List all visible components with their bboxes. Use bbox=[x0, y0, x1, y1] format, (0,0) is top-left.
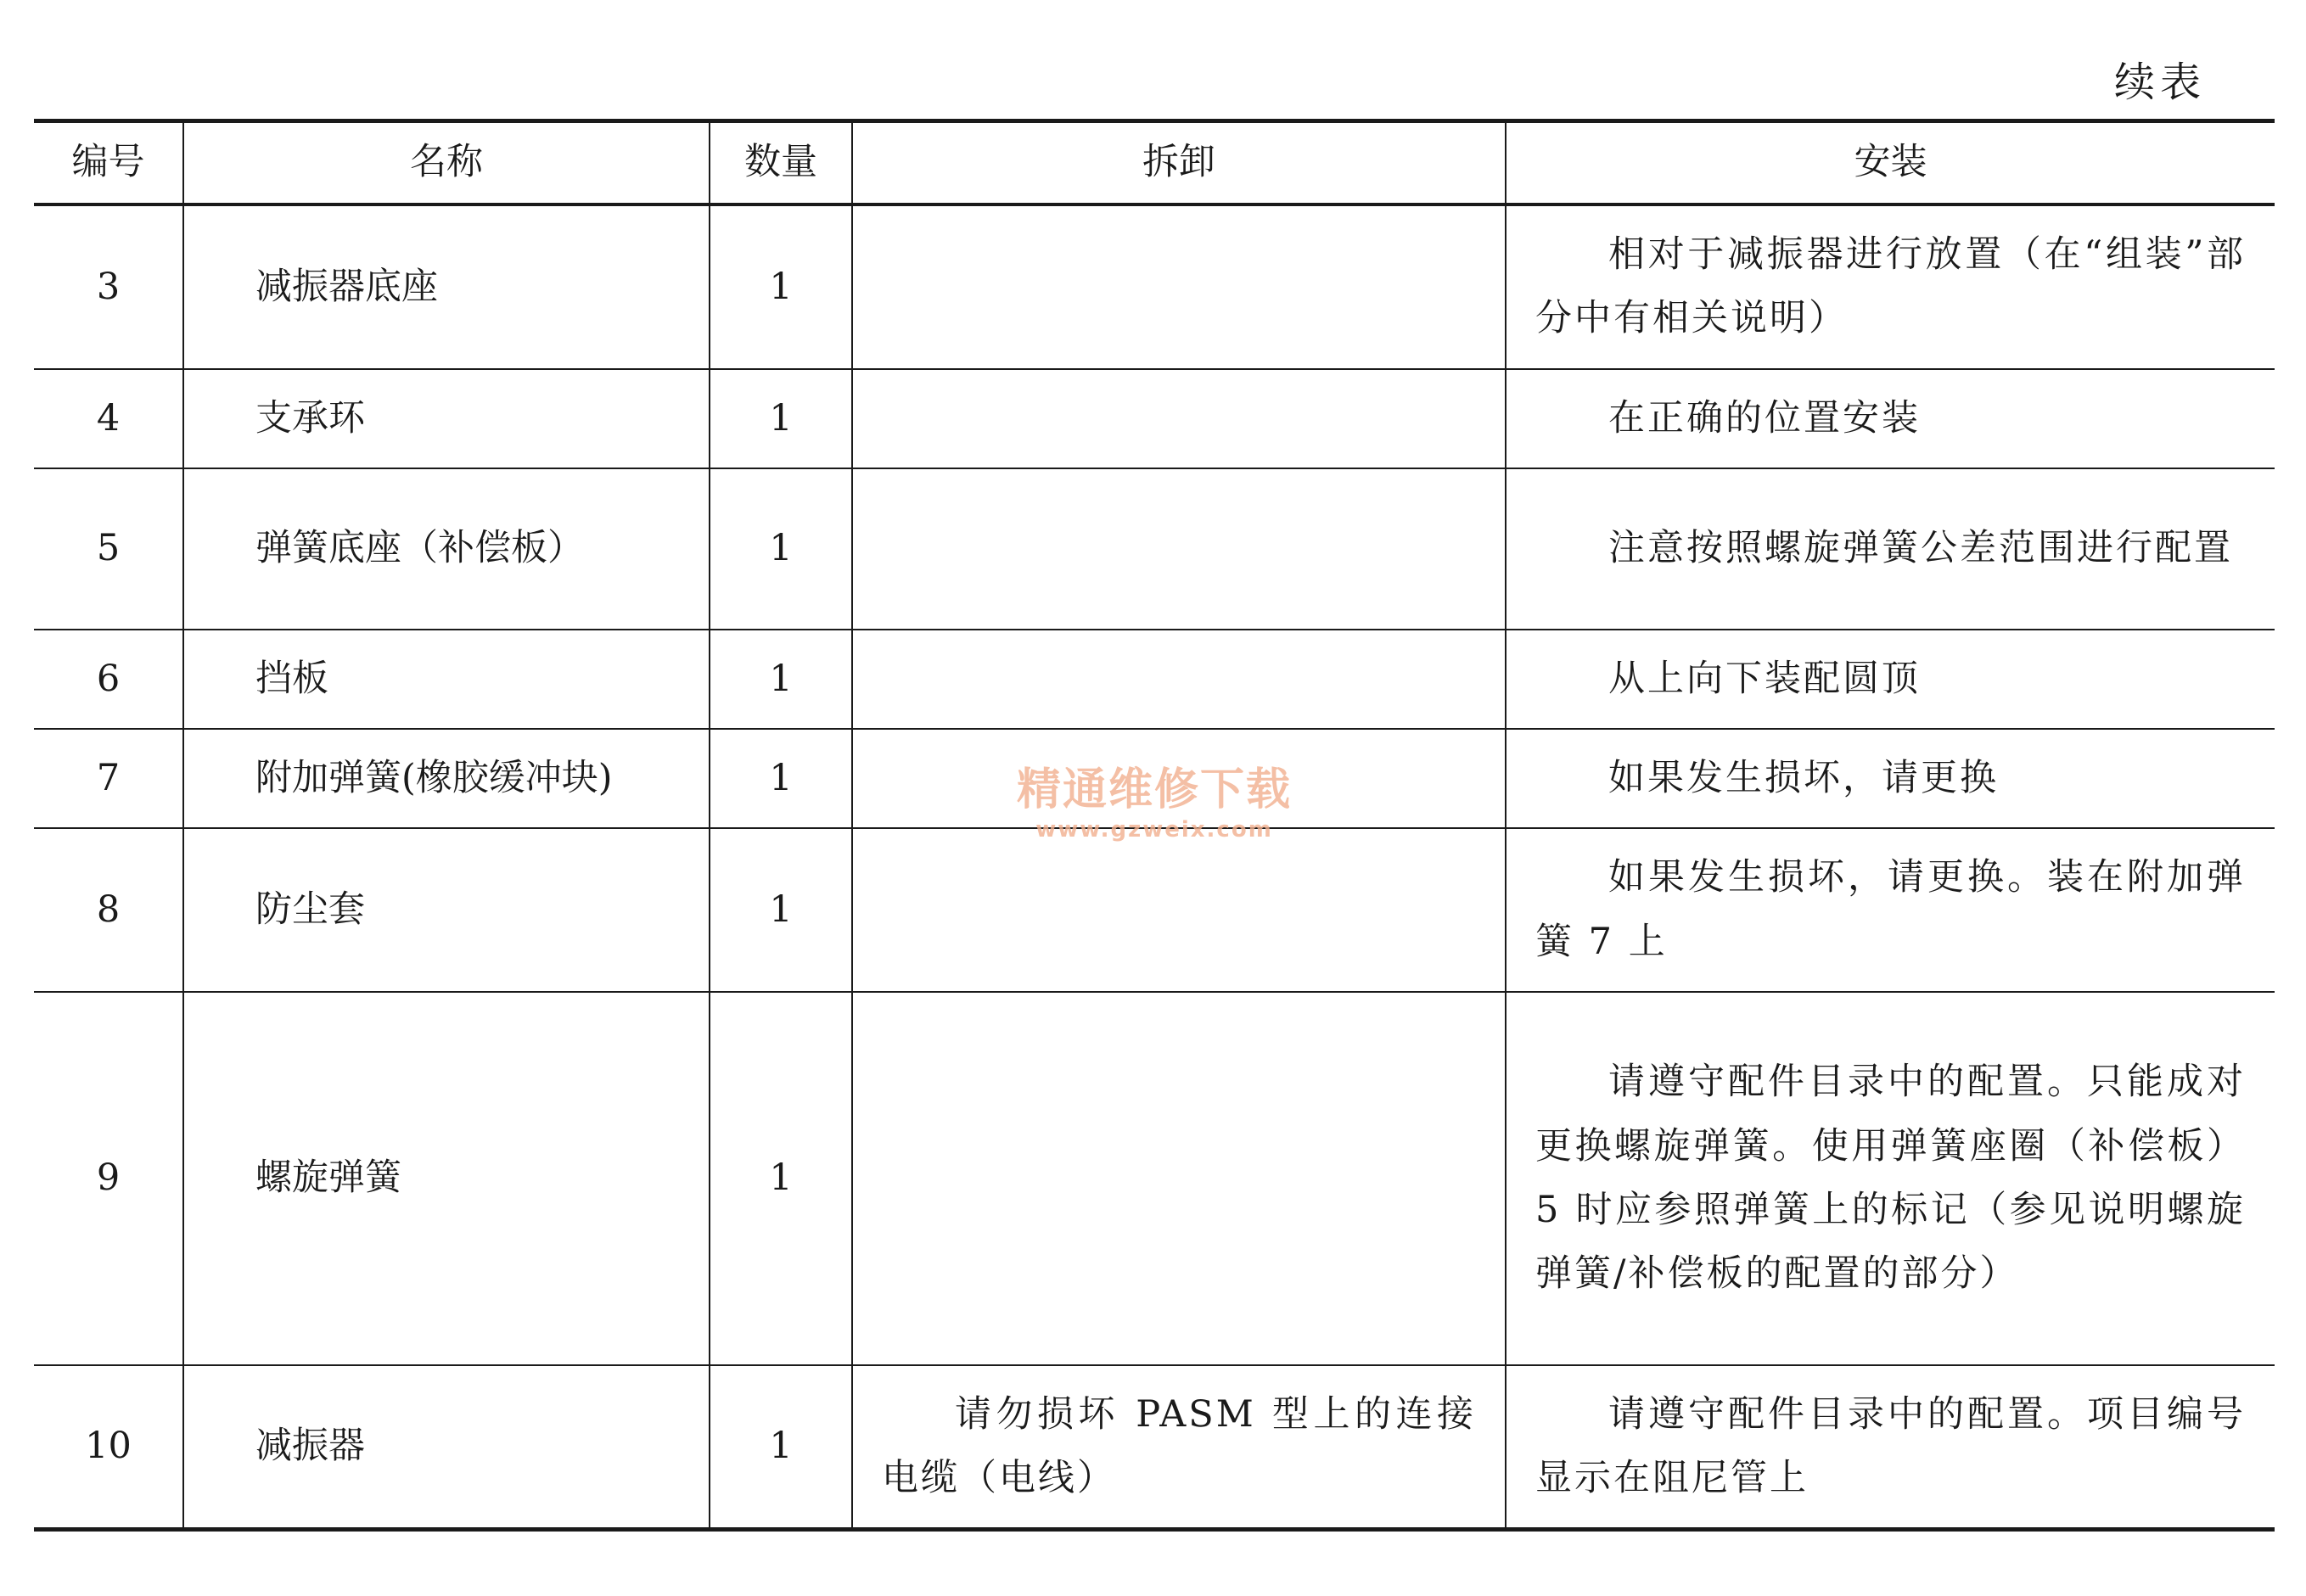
header-number: 编号 bbox=[34, 121, 183, 205]
row-installation bbox=[1506, 992, 2275, 1365]
row-removal bbox=[852, 828, 1506, 992]
table-row bbox=[34, 369, 2275, 468]
row-quantity: 1 bbox=[710, 369, 852, 468]
row-quantity: 1 bbox=[710, 992, 852, 1365]
installation-text: 请遵守配件目录中的配置。只能成对更换螺旋弹簧。使用弹簧座圈（补偿板）5 时应参照弹簧上的标记（参见说明螺旋弹簧/补偿板的配置的部分） bbox=[1535, 1061, 2246, 1295]
header-removal: 拆卸 bbox=[852, 121, 1506, 205]
table-row bbox=[34, 992, 2275, 1365]
row-number: 7 bbox=[34, 729, 183, 828]
installation-text: 请遵守配件目录中的配置。项目编号显示在阻尼管上 bbox=[1535, 1392, 2246, 1499]
row-removal bbox=[852, 369, 1506, 468]
row-name: 减振器 bbox=[183, 1365, 710, 1530]
table-row bbox=[34, 468, 2275, 630]
row-quantity: 1 bbox=[710, 468, 852, 630]
row-name: 防尘套 bbox=[183, 828, 710, 992]
row-name: 挡板 bbox=[183, 630, 710, 729]
table-row bbox=[34, 1365, 2275, 1530]
row-number: 4 bbox=[34, 369, 183, 468]
installation-text: 注意按照螺旋弹簧公差范围进行配置 bbox=[1608, 527, 2233, 570]
row-installation bbox=[1506, 630, 2275, 729]
row-quantity: 1 bbox=[710, 828, 852, 992]
row-quantity: 1 bbox=[710, 1365, 852, 1530]
continued-table-label: 续表 bbox=[2113, 59, 2206, 106]
table-row bbox=[34, 204, 2275, 369]
header-installation: 安装 bbox=[1506, 121, 2275, 205]
row-name: 弹簧底座（补偿板） bbox=[183, 468, 710, 630]
installation-text: 如果发生损坏，请更换。装在附加弹簧 7 上 bbox=[1535, 856, 2246, 963]
row-installation bbox=[1506, 729, 2275, 828]
row-name: 螺旋弹簧 bbox=[183, 992, 710, 1365]
header-quantity: 数量 bbox=[710, 121, 852, 205]
row-quantity: 1 bbox=[710, 204, 852, 369]
row-installation bbox=[1506, 468, 2275, 630]
watermark-url: www.gzweix.com bbox=[1035, 817, 1273, 843]
row-installation bbox=[1506, 369, 2275, 468]
row-number: 9 bbox=[34, 992, 183, 1365]
table-row bbox=[34, 729, 2275, 828]
row-removal bbox=[852, 729, 1506, 828]
row-number: 6 bbox=[34, 630, 183, 729]
row-removal bbox=[852, 468, 1506, 630]
row-number: 10 bbox=[34, 1365, 183, 1530]
parts-table bbox=[34, 119, 2275, 1532]
row-removal bbox=[852, 630, 1506, 729]
row-name: 附加弹簧(橡胶缓冲块) bbox=[183, 729, 710, 828]
row-number: 5 bbox=[34, 468, 183, 630]
table-row bbox=[34, 828, 2275, 992]
row-removal bbox=[852, 204, 1506, 369]
header-name: 名称 bbox=[183, 121, 710, 205]
removal-text: 请勿损坏 PASM 型上的连接电缆（电线） bbox=[882, 1392, 1476, 1499]
row-installation bbox=[1506, 204, 2275, 369]
row-name: 减振器底座 bbox=[183, 204, 710, 369]
row-removal bbox=[852, 992, 1506, 1365]
row-name: 支承环 bbox=[183, 369, 710, 468]
row-quantity: 1 bbox=[710, 630, 852, 729]
installation-text: 在正确的位置安装 bbox=[1608, 396, 1921, 440]
table-header-row bbox=[34, 121, 2275, 205]
row-installation bbox=[1506, 1365, 2275, 1530]
row-installation bbox=[1506, 828, 2275, 992]
installation-text: 如果发生损坏，请更换 bbox=[1608, 757, 1999, 799]
row-number: 8 bbox=[34, 828, 183, 992]
watermark-text: 精通维修下载 bbox=[1016, 764, 1292, 815]
table-row bbox=[34, 630, 2275, 729]
installation-text: 从上向下装配圆顶 bbox=[1608, 657, 1921, 700]
row-removal bbox=[852, 1365, 1506, 1530]
row-quantity: 1 bbox=[710, 729, 852, 828]
row-number: 3 bbox=[34, 204, 183, 369]
installation-text: 相对于减振器进行放置（在“组装”部分中有相关说明） bbox=[1535, 233, 2246, 340]
